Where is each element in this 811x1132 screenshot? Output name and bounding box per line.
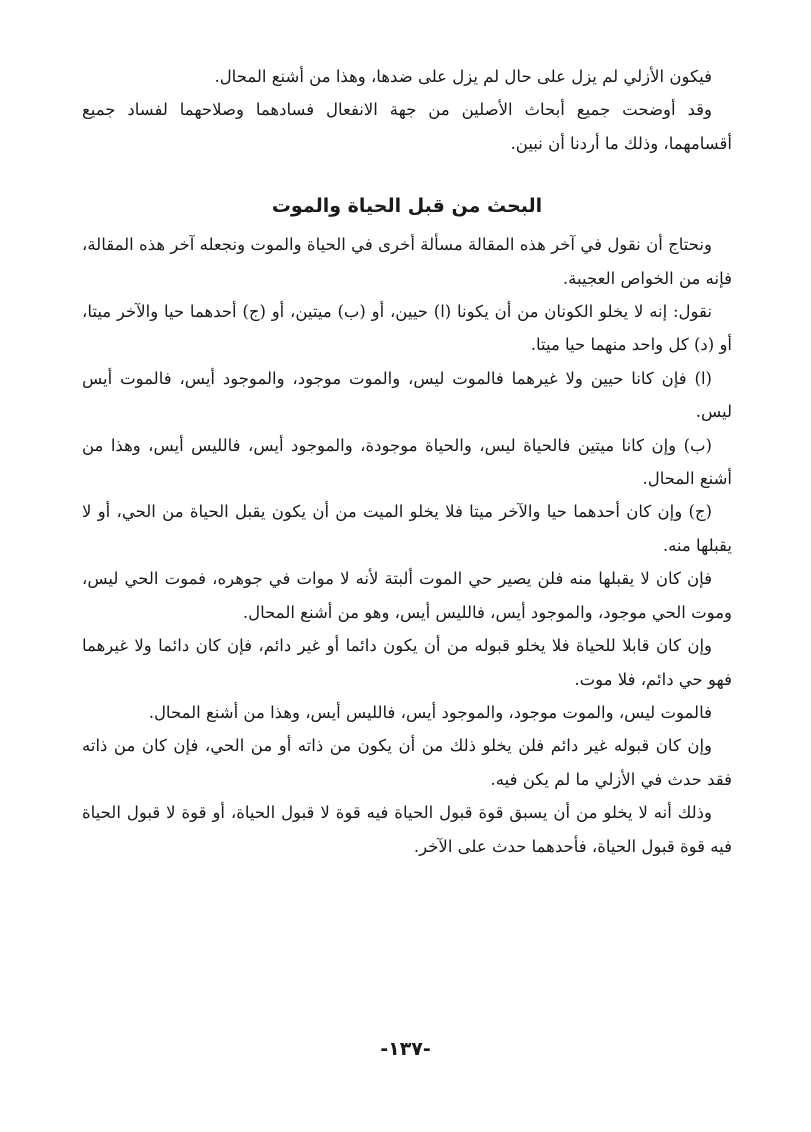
paragraph-9: وإن كان قابلا للحياة فلا يخلو قبوله من أن يكون دائما أو غير دائم، فإن كان دائما ولا غيرهما فهو حي دائم، فلا موت. xyxy=(82,636,732,689)
paragraph-4: نقول: إنه لا يخلو الكونان من أن يكونا (ا) حيين، أو (ب) ميتين، أو (ج) أحدهما حيا والآخر ميتا، أو (د) كل واحد منهما حيا ميتا. xyxy=(82,302,732,355)
paragraph-10: فالموت ليس، والموت موجود، والموجود أيس، فالليس أيس، وهذا من أشنع المحال. xyxy=(148,702,712,722)
paragraph-1: فيكون الأزلي لم يزل على حال لم يزل على ضدها، وهذا من أشنع المحال. xyxy=(214,67,712,86)
paragraph-2: وقد أوضحت جميع أبحاث الأصلين من جهة الانفعال فسادهما وصلاحهما لفساد جميع أقسامهما، وذلك ما أردنا أن نبين. xyxy=(82,100,732,153)
paragraph-6: (ب) وإن كانا ميتين فالحياة ليس، والحياة موجودة، والموجود أيس، فالليس أيس، وهذا من أشنع المحال. xyxy=(82,435,732,489)
paragraph-5: (ا) فإن كانا حيين ولا غيرهما فالموت ليس، والموت موجود، والموجود أيس، فالموت أيس ليس. xyxy=(82,368,732,422)
page-number: -١٣٧- xyxy=(380,1038,431,1060)
paragraph-12: وذلك أنه لا يخلو من أن يسبق قوة قبول الحياة فيه قوة لا قبول الحياة، أو قوة لا قبول الحياة فيه قوة قبول الحياة، فأحدهما حدث على الآخر. xyxy=(82,803,732,856)
section-heading: البحث من قبل الحياة والموت xyxy=(271,195,543,218)
paragraph-11: وإن كان قبوله غير دائم فلن يخلو ذلك من أن يكون من ذاته أو من الحي، فإن كان من ذاته فقد حدث في الأزلي ما لم يكن فيه. xyxy=(82,736,732,789)
paragraph-8: فإن كان لا يقبلها منه فلن يصير حي الموت ألبتة لأنه لا موات في جوهره، فموت الحي ليس، وموت الحي موجود، والموجود أيس، فالليس أيس، وهو من أشنع المحال. xyxy=(82,569,732,622)
body-text xyxy=(82,60,732,863)
paragraph-7: (ج) وإن كان أحدهما حيا والآخر ميتا فلا يخلو الميت من أن يكون يقبل الحياة من الحي، أو لا يقبلها منه. xyxy=(82,502,732,555)
paragraph-3: ونحتاج أن نقول في آخر هذه المقالة مسألة أخرى في الحياة والموت ونجعله آخر هذه المقالة، فإنه من الخواص العجيبة. xyxy=(82,235,732,288)
